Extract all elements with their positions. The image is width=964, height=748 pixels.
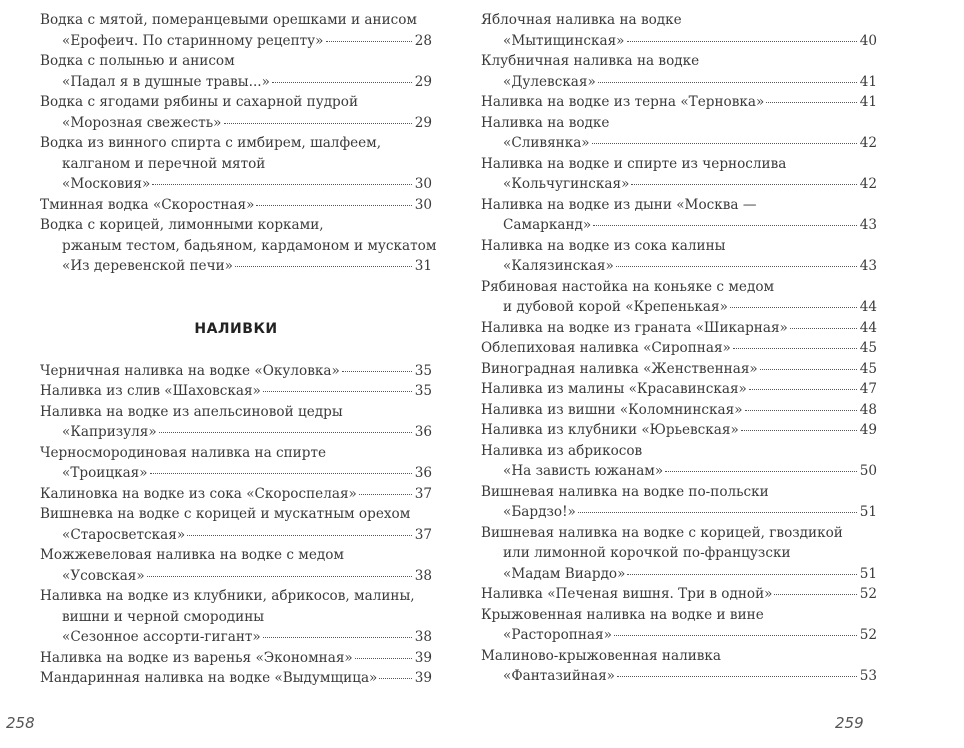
toc-entry-last-line	[40, 463, 432, 484]
toc-entry-line: Рябиновая настойка на коньяке с медом	[481, 278, 775, 295]
toc-page-number: 41	[859, 73, 877, 90]
toc-entry-title: «Бардзо!»	[503, 504, 576, 520]
toc-entry-title: «Усовская»	[62, 567, 145, 584]
toc-entry-title: «Кольчугинская»	[503, 176, 630, 192]
page-number-left: 258	[6, 714, 35, 732]
toc-page-number: 37	[414, 526, 432, 543]
dot-leader	[766, 102, 857, 103]
dot-leader	[355, 658, 412, 659]
toc-entry-title: «Дулевская»	[503, 73, 596, 90]
toc-entry-line: Яблочная наливка на водке	[481, 12, 682, 28]
toc-page-number: 37	[414, 485, 432, 502]
toc-entry-line: Водка с мятой, померанцевыми орешками и анисом	[40, 12, 418, 28]
dot-leader	[256, 205, 412, 206]
toc-entry-last-line	[40, 566, 432, 587]
dot-leader	[627, 574, 857, 575]
toc-entry-title: «Ерофеич. По старинному рецепту»	[62, 32, 324, 49]
toc-page-number: 30	[414, 196, 432, 213]
toc-entry	[481, 154, 877, 195]
toc-entry-last-line	[481, 72, 877, 93]
toc-page-number: 49	[859, 422, 877, 438]
toc-entry-line: Наливка на водке из дыни «Москва —	[481, 196, 757, 213]
toc-page-number: 47	[859, 381, 877, 397]
toc-entry-last-line	[40, 381, 432, 402]
dot-leader	[272, 82, 412, 83]
toc-entry-title: Калиновка на водке из сока «Скороспелая»	[40, 485, 357, 502]
toc-entry-line: вишни и черной смородины	[62, 608, 265, 625]
dot-leader	[379, 678, 412, 679]
toc-entry-title: Наливка «Печеная вишня. Три в одной»	[481, 586, 773, 602]
toc-entry-last-line	[481, 461, 877, 482]
toc-entry	[40, 92, 432, 133]
toc-entry	[481, 523, 877, 585]
toc-page-number: 38	[414, 629, 432, 645]
toc-page-number: 45	[859, 340, 877, 356]
dot-leader	[224, 123, 413, 124]
dot-leader	[741, 430, 857, 431]
toc-entry-last-line	[40, 31, 432, 52]
toc-entry	[40, 195, 432, 216]
toc-entry	[481, 277, 877, 318]
toc-entry-line: Крыжовенная наливка на водке и вине	[481, 606, 764, 623]
toc-entry	[481, 359, 877, 380]
toc-entry-last-line	[40, 648, 432, 669]
dot-leader	[730, 307, 857, 308]
toc-entry-last-line	[40, 256, 432, 277]
toc-entry-title: Тминная водка «Скоростная»	[40, 196, 255, 213]
toc-entry-last-line	[40, 361, 432, 382]
toc-entry	[481, 482, 877, 523]
toc-page-number: 50	[859, 463, 877, 479]
toc-entry-title: «Морозная свежесть»	[62, 114, 222, 131]
toc-entry-last-line	[481, 215, 877, 236]
toc-entry-last-line	[40, 195, 432, 216]
toc-page-number: 51	[859, 565, 877, 582]
toc-entry-line: Наливка на водке из сока калины	[481, 237, 726, 254]
toc-entry-last-line	[40, 174, 432, 195]
right-page-toc	[481, 10, 877, 687]
toc-entry-last-line	[40, 113, 432, 134]
toc-entry-line: Вишневка на водке с корицей и мускатным орехом	[40, 506, 411, 522]
toc-page-number: 45	[859, 360, 877, 377]
toc-entry-last-line	[40, 72, 432, 93]
toc-page-number: 36	[414, 424, 432, 440]
toc-entry-last-line	[40, 484, 432, 505]
toc-entry-line: Клубничная наливка на водке	[481, 53, 700, 69]
dot-leader	[760, 369, 857, 370]
toc-page-number: 42	[859, 176, 877, 192]
toc-page-number: 35	[414, 383, 432, 399]
toc-page-number: 29	[414, 114, 432, 131]
dot-leader	[359, 494, 412, 495]
toc-entry	[40, 215, 437, 277]
toc-entry-last-line	[481, 564, 877, 585]
toc-entry-title: Наливка на водке из терна «Терновка»	[481, 94, 765, 110]
dot-leader	[326, 41, 413, 42]
toc-entry-last-line	[481, 625, 877, 646]
toc-entry-last-line	[40, 668, 432, 689]
dot-leader	[147, 576, 412, 577]
toc-entry	[40, 484, 432, 505]
toc-entry-last-line	[481, 584, 877, 605]
toc-entry-line: Наливка на водке из апельсиновой цедры	[40, 403, 343, 420]
dot-leader	[598, 82, 857, 83]
toc-entry-title: Мандаринная наливка на водке «Выдумщица»	[40, 670, 378, 686]
toc-entry-title: «Калязинская»	[503, 258, 614, 274]
dot-leader	[152, 184, 412, 185]
toc-entry-last-line	[481, 174, 877, 195]
toc-page-number: 39	[414, 670, 432, 686]
toc-entry-last-line	[481, 666, 877, 687]
toc-entry-line: Водка с корицей, лимонными корками,	[40, 217, 324, 233]
toc-entry-title: «Троицкая»	[62, 465, 148, 481]
toc-entry	[40, 51, 432, 92]
right-entries	[481, 10, 877, 687]
toc-entry-line: Водка из винного спирта с имбирем, шалфеем,	[40, 135, 382, 151]
toc-entry	[40, 668, 432, 689]
toc-entry	[481, 646, 877, 687]
toc-entry-last-line	[481, 338, 877, 359]
toc-entry-line: Вишневая наливка на водке по-польски	[481, 483, 769, 500]
toc-page-number: 42	[859, 135, 877, 151]
dot-leader	[790, 328, 857, 329]
toc-entry	[481, 441, 877, 482]
toc-entry	[481, 113, 877, 154]
toc-page-number: 52	[859, 586, 877, 602]
toc-page-number: 36	[414, 465, 432, 481]
toc-entry	[481, 318, 877, 339]
toc-page-number: 35	[414, 362, 432, 379]
toc-page-number: 39	[414, 649, 432, 666]
toc-entry-last-line	[481, 133, 877, 154]
toc-entry-title: Наливка из клубники «Юрьевская»	[481, 422, 739, 438]
dot-leader	[263, 637, 412, 638]
toc-entry-last-line	[481, 420, 877, 441]
toc-entry-last-line	[481, 31, 877, 52]
toc-entry	[481, 51, 877, 92]
dot-leader	[592, 143, 857, 144]
toc-entry-title: «Сливянка»	[503, 135, 590, 151]
toc-entry-title: Наливка из вишни «Коломнинская»	[481, 401, 743, 418]
toc-page-number: 30	[414, 176, 432, 192]
toc-entry-last-line	[481, 359, 877, 380]
toc-page-number: 40	[859, 32, 877, 49]
toc-entry	[481, 379, 877, 400]
dot-leader	[235, 266, 412, 267]
dot-leader	[159, 432, 412, 433]
toc-entry-line: или лимонной корочкой по-французски	[503, 545, 791, 561]
toc-entry-title: Наливка на водке из граната «Шикарная»	[481, 319, 788, 336]
toc-page-number: 38	[414, 567, 432, 584]
toc-entry	[481, 10, 877, 51]
toc-entry-last-line	[481, 92, 877, 113]
dot-leader	[616, 266, 857, 267]
toc-entry	[481, 236, 877, 277]
toc-entry	[40, 133, 432, 195]
dot-leader	[263, 391, 412, 392]
section-title-nalivki: НАЛИВКИ	[194, 320, 278, 337]
dot-leader	[150, 473, 412, 474]
left-top-entries	[40, 10, 437, 277]
dot-leader	[745, 410, 857, 411]
toc-entry	[40, 545, 432, 586]
toc-page-number: 41	[859, 94, 877, 110]
toc-entry-line: Вишневая наливка на водке с корицей, гвоздикой	[481, 524, 843, 541]
toc-entry-title: Виноградная наливка «Женственная»	[481, 360, 758, 377]
toc-entry	[40, 402, 432, 443]
left-bottom-entries	[40, 361, 432, 689]
toc-entry	[481, 338, 877, 359]
toc-entry-title: «Фантазийная»	[503, 668, 615, 684]
toc-entry	[40, 586, 432, 648]
dot-leader	[733, 348, 857, 349]
toc-entry-line: Можжевеловая наливка на водке с медом	[40, 547, 345, 563]
dot-leader	[617, 676, 857, 677]
toc-entry	[40, 10, 432, 51]
toc-entry	[481, 605, 877, 646]
toc-entry-line: Водка с ягодами рябины и сахарной пудрой	[40, 94, 359, 110]
toc-entry-line: Малиново-крыжовенная наливка	[481, 647, 722, 664]
toc-entry-title: «Мадам Виардо»	[503, 565, 626, 582]
toc-entry-title: Самарканд»	[503, 217, 592, 233]
toc-entry-last-line	[40, 627, 432, 648]
toc-entry-title: Наливка на водке из варенья «Экономная»	[40, 649, 353, 666]
toc-entry-title: «На зависть южанам»	[503, 463, 664, 479]
toc-entry	[40, 648, 432, 669]
toc-page-number: 52	[859, 627, 877, 643]
toc-page-number: 51	[859, 504, 877, 520]
toc-entry	[481, 420, 877, 441]
toc-page-number: 44	[859, 299, 877, 315]
toc-entry	[481, 195, 877, 236]
toc-entry-title: Наливка из малины «Красавинская»	[481, 381, 747, 397]
toc-entry-title: Облепиховая наливка «Сиропная»	[481, 340, 731, 356]
toc-page-number: 48	[859, 401, 877, 418]
toc-entry-last-line	[481, 297, 877, 318]
toc-entry	[481, 584, 877, 605]
toc-entry-line: Черносмородиновая наливка на спирте	[40, 444, 327, 461]
dot-leader	[593, 225, 857, 226]
toc-entry-last-line	[481, 256, 877, 277]
toc-entry-title: «Старосветская»	[62, 526, 186, 543]
left-page-toc	[40, 10, 437, 689]
toc-entry-title: «Из деревенской печи»	[62, 258, 233, 274]
toc-entry-line: Наливка на водке из клубники, абрикосов, малины,	[40, 588, 415, 604]
toc-entry	[481, 92, 877, 113]
toc-entry-line: Водка с полынью и анисом	[40, 53, 235, 69]
toc-entry-title: «Сезонное ассорти-гигант»	[62, 629, 261, 645]
toc-entry-last-line	[481, 400, 877, 421]
toc-entry-line: Наливка на водке и спирте из чернослива	[481, 155, 787, 172]
dot-leader	[749, 389, 857, 390]
toc-page-number: 43	[859, 258, 877, 274]
toc-entry-last-line	[481, 318, 877, 339]
toc-entry-line: Наливка на водке	[481, 114, 610, 131]
dot-leader	[342, 371, 412, 372]
toc-entry	[40, 381, 432, 402]
toc-page-number: 43	[859, 217, 877, 233]
toc-entry-title: Наливка из слив «Шаховская»	[40, 383, 261, 399]
toc-entry-last-line	[40, 525, 432, 546]
toc-entry-title: «Расторопная»	[503, 627, 612, 643]
toc-page-number: 29	[414, 73, 432, 90]
toc-page-number: 28	[414, 32, 432, 49]
toc-entry	[481, 400, 877, 421]
toc-entry-title: «Московия»	[62, 176, 151, 192]
toc-entry-last-line	[481, 379, 877, 400]
toc-entry	[40, 361, 432, 382]
toc-entry-line: калганом и перечной мятой	[62, 155, 266, 172]
toc-entry-title: «Падал я в душные травы...»	[62, 73, 270, 90]
dot-leader	[614, 635, 857, 636]
dot-leader	[627, 41, 857, 42]
dot-leader	[578, 512, 857, 513]
toc-page-number: 44	[859, 319, 877, 336]
page-number-right: 259	[835, 714, 864, 732]
toc-page-number: 53	[859, 668, 877, 684]
toc-entry	[40, 504, 432, 545]
toc-entry-title: Черничная наливка на водке «Окуловка»	[40, 362, 340, 379]
toc-entry-line: Наливка из абрикосов	[481, 442, 643, 459]
toc-entry-title: «Капризуля»	[62, 424, 157, 440]
dot-leader	[774, 594, 857, 595]
toc-entry-title: «Мытищинская»	[503, 32, 625, 49]
dot-leader	[187, 535, 412, 536]
toc-entry	[40, 443, 432, 484]
toc-page-number: 31	[414, 258, 432, 274]
toc-entry-last-line	[40, 422, 432, 443]
toc-entry-last-line	[481, 502, 877, 523]
toc-entry-title: и дубовой корой «Крепенькая»	[503, 299, 728, 315]
dot-leader	[631, 184, 857, 185]
dot-leader	[665, 471, 857, 472]
toc-entry-line: ржаным тестом, бадьяном, кардамоном и мускатом	[62, 237, 437, 254]
